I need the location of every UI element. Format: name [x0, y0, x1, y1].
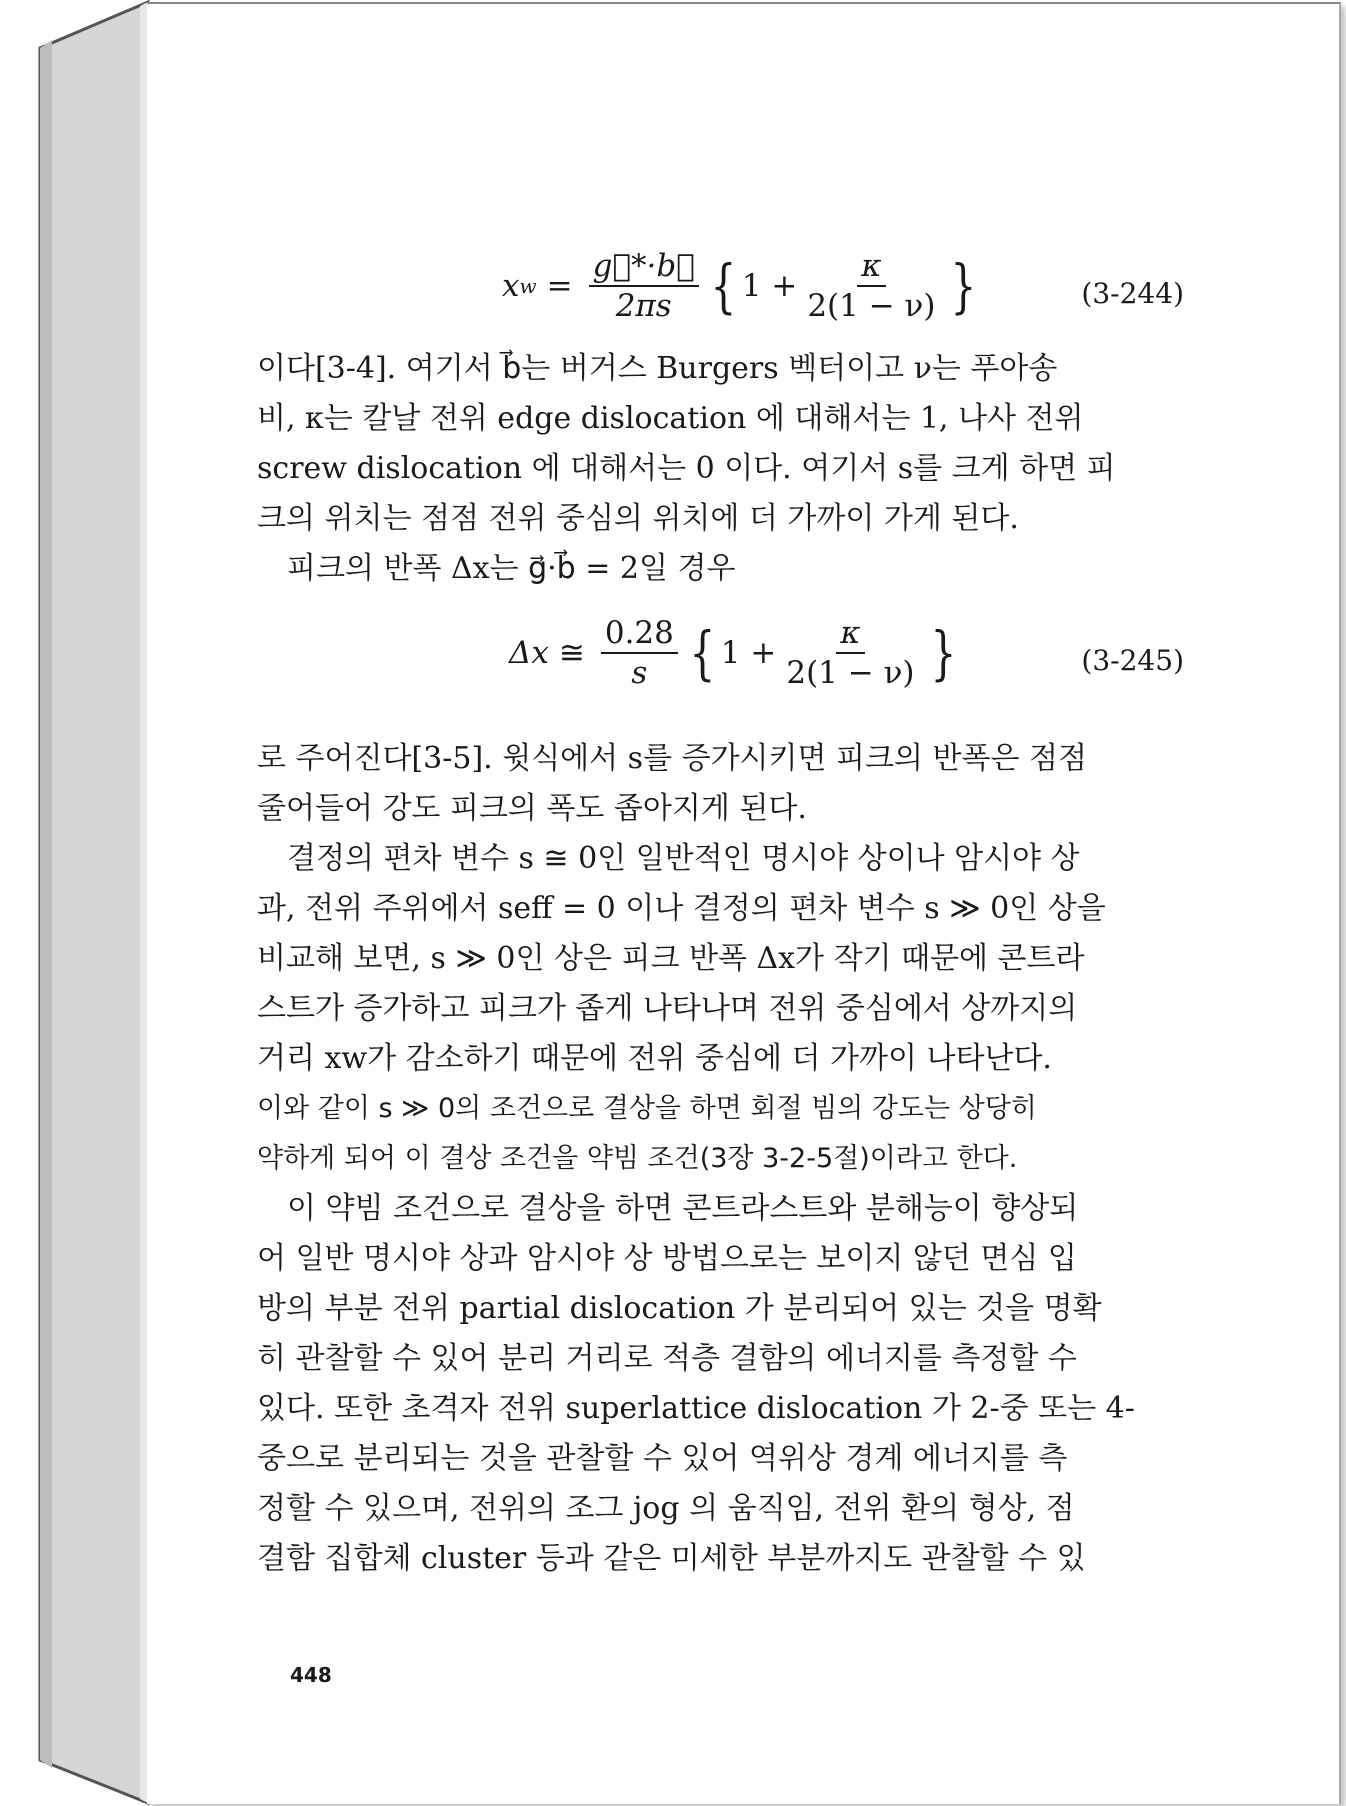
eq-fraction [589, 249, 699, 323]
eq-denominator: s [631, 655, 648, 692]
eq-lhs-subscript: w [519, 274, 537, 299]
right-brace: } [930, 619, 956, 688]
text-line: 이와 같이 s ≫ 0의 조건으로 결상을 하면 회절 빔의 강도는 상당히 [257, 1093, 1037, 1124]
text-line: 크의 위치는 점점 전위 중심의 위치에 더 가까이 가게 된다. [257, 501, 1019, 536]
left-brace: { [689, 619, 716, 688]
text-line: 스트가 증가하고 피크가 좁게 나타나며 전위 중심에서 상까지의 [257, 991, 1078, 1026]
text-line: 로 주어진다[3-5]. 윗식에서 s를 증가시키면 피크의 반폭은 점점 [257, 741, 1087, 776]
book-spine [0, 0, 150, 1806]
eq-inner-fraction [782, 616, 918, 690]
equation-number: (3-244) [1081, 277, 1184, 310]
eq-inner-denominator: 2(1 − ν) [807, 288, 936, 325]
text-line: 결정의 편차 변수 s ≅ 0인 일반적인 명시야 상이나 암시야 상 [287, 841, 1080, 876]
text-line: 중으로 분리되는 것을 관찰할 수 있어 역위상 경계 에너지를 측 [257, 1441, 1068, 1476]
eq-lhs: x [502, 268, 520, 305]
paragraph-1 [257, 344, 1157, 594]
eq-lhs: Δx [509, 635, 549, 672]
text-line: 이다[3-4]. 여기서 b⃗는 버거스 Burgers 벡터이고 ν는 푸아송 [257, 351, 1058, 386]
document-page [147, 2, 1341, 1804]
paragraph-2 [257, 734, 1157, 1584]
eq-numerator: g⃗*·b⃗ [589, 249, 699, 287]
text-line: 줄어들어 강도 피크의 폭도 좁아지게 된다. [257, 791, 807, 826]
text-line: 비교해 보면, s ≫ 0인 상은 피크 반폭 Δx가 작기 때문에 콘트라 [257, 941, 1085, 976]
text-line: 피크의 반폭 Δx는 g⃗·b⃗ = 2일 경우 [287, 551, 736, 586]
equation-body [509, 616, 961, 690]
eq-inner-one: 1 + [741, 268, 798, 305]
equation-body [502, 249, 982, 323]
text-line: 이 약빔 조건으로 결상을 하면 콘트라스트와 분해능이 향상되 [287, 1191, 1079, 1226]
text-line: 정할 수 있으며, 전위의 조그 jog 의 움직임, 전위 환의 형상, 점 [257, 1491, 1075, 1526]
text-line: 히 관찰할 수 있어 분리 거리로 적층 결함의 에너지를 측정할 수 [257, 1341, 1077, 1376]
eq-equals: = [546, 268, 573, 305]
left-brace: { [710, 252, 737, 321]
page-number: 448 [290, 1663, 332, 1687]
text-line: 있다. 또한 초격자 전위 superlattice dislocation 가 2-중 또는 4- [257, 1391, 1135, 1426]
text-line: 비, κ는 칼날 전위 edge dislocation 에 대해서는 1, 나사 전위 [257, 401, 1084, 436]
equation-3-244 [147, 249, 1339, 339]
text-line: 결함 집합체 cluster 등과 같은 미세한 부분까지도 관찰할 수 있 [257, 1541, 1086, 1576]
text-line: 어 일반 명시야 상과 암시야 상 방법으로는 보이지 않던 면심 입 [257, 1241, 1077, 1276]
text-line: 방의 부분 전위 partial dislocation 가 분리되어 있는 것을 명확 [257, 1291, 1102, 1326]
eq-inner-numerator: κ [857, 249, 885, 287]
eq-approx: ≅ [558, 635, 585, 672]
eq-numerator: 0.28 [601, 616, 678, 654]
eq-fraction [601, 616, 678, 690]
text-line: screw dislocation 에 대해서는 0 이다. 여기서 s를 크게 하면 피 [257, 451, 1116, 486]
equation-number: (3-245) [1081, 644, 1184, 677]
text-line: 약하게 되어 이 결상 조건을 약빔 조건(3장 3-2-5절)이라고 한다. [257, 1143, 1018, 1174]
eq-denominator: 2πs [615, 288, 672, 325]
text-line: 과, 전위 주위에서 seff = 0 이나 결정의 편차 변수 s ≫ 0인 상을 [257, 891, 1106, 926]
eq-inner-numerator: κ [836, 616, 864, 654]
eq-inner-one: 1 + [720, 635, 777, 672]
right-brace: } [951, 252, 977, 321]
eq-inner-fraction [803, 249, 939, 323]
equation-3-245 [147, 616, 1339, 706]
text-line: 거리 xw가 감소하기 때문에 전위 중심에 더 가까이 나타난다. [257, 1041, 1052, 1076]
eq-inner-denominator: 2(1 − ν) [786, 655, 915, 692]
